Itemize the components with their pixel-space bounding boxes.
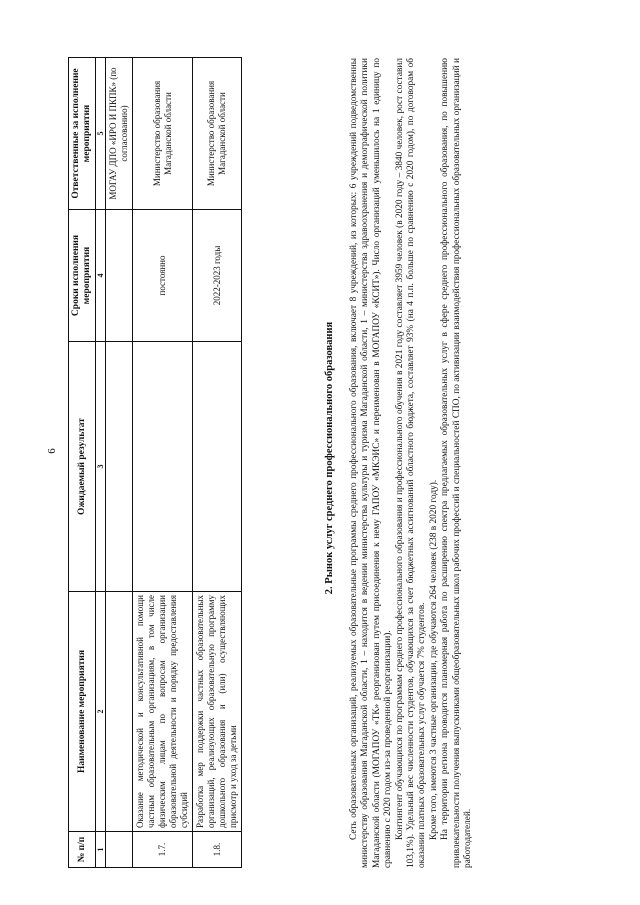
expected-result xyxy=(193,342,242,592)
column-number: 1 xyxy=(96,832,106,868)
page-number: 6 xyxy=(46,448,58,454)
deadline: постоянно xyxy=(133,210,193,342)
table-row xyxy=(193,58,242,868)
table-row-carry-over xyxy=(106,58,133,868)
header-deadline: Сроки исполнения мероприятия xyxy=(69,210,96,342)
row-number: 1.7. xyxy=(133,832,193,868)
paragraph: Контингент обучающихся по программам среднего профессионального образования и профессионального обучения в 2021 году составляет 3959 человек (в 2020 году – 3840 человек, рост составил 103,1%). Удельный вес численности студентов, обучающихся за счет бюджетных ассигнований областного бюджета, составляет 93% (на 4 п.п. больше по сравнению с 2020 годом), по договорам об оказании платных образовательных услуг обучается 7% студентов. xyxy=(394,58,428,868)
column-number: 4 xyxy=(96,210,106,342)
deadline: 2022-2023 годы xyxy=(193,210,242,342)
measures-table xyxy=(68,57,242,868)
rotated-landscape-content xyxy=(34,31,606,873)
table-header-row xyxy=(69,58,96,868)
column-number: 5 xyxy=(96,58,106,210)
measure-name: Оказание методической и консультативной помощи частным образовательным организациям, в том числе физическим лицам по вопросам организации образовательной деятельности и порядку предоставления субсидий xyxy=(133,592,193,832)
header-name: Наименование мероприятия xyxy=(69,592,96,832)
section-body xyxy=(349,58,474,868)
header-responsible: Ответственные за исполнение мероприятия xyxy=(69,58,96,210)
paragraph: Кроме того, имеются 3 частные организации, где обучаются 264 человек (238 в 2020 году). xyxy=(428,479,439,840)
header-result: Ожидаемый результат xyxy=(69,342,96,592)
column-number: 3 xyxy=(96,342,106,592)
paragraph: На территории региона проводится планомерная работа по расширению спектра предлагаемых образовательных услуг в сфере среднего профессионального образования, по повышению привлекательности получения выпускниками общеобразовательных школ рабочих профессий и специальностей СПО, по активизации взаимодействия профессиональных образовательных организаций и работодателей. xyxy=(440,58,474,868)
header-num: № п/п xyxy=(69,832,96,868)
measure-name: Разработка мер поддержки частных образовательных организаций, реализующих образовательную программу дошкольного образования и (или) осуществляющих присмотр и уход за детьми xyxy=(193,592,242,832)
row-number: 1.8. xyxy=(193,832,242,868)
column-number: 2 xyxy=(96,592,106,832)
expected-result xyxy=(133,342,193,592)
section-heading: 2. Рынок услуг среднего профессионального образования xyxy=(324,321,335,595)
paragraph: Сеть образовательных организаций, реализуемых образовательные программы среднего профессионального образования, включает 8 учреждений, из которых: 6 учреждений подведомственны министерству образования Магаданской области, 1 – находится в ведении министерства культуры и туризма Магаданской области, 1 – министерства здравоохранения и демографической политики Магаданской области (МОГАПОУ «ТК» реорганизован путем присоединения к нему ГАПОУ «МКЭИС» и переименован в МОГАПОУ «КСИТ»). Число организаций уменьшилось на 1 единицу по сравнению с 2020 годом из-за проведенной реорганизации). xyxy=(349,58,394,868)
column-number-row xyxy=(96,58,106,868)
carry-over-responsible: МОГАУ ДПО «ИРО И ПКПК» (по согласованию) xyxy=(106,58,133,210)
responsible: Министерство образования Магаданской области xyxy=(193,58,242,210)
responsible: Министерство образования Магаданской области xyxy=(133,58,193,210)
table-row xyxy=(133,58,193,868)
